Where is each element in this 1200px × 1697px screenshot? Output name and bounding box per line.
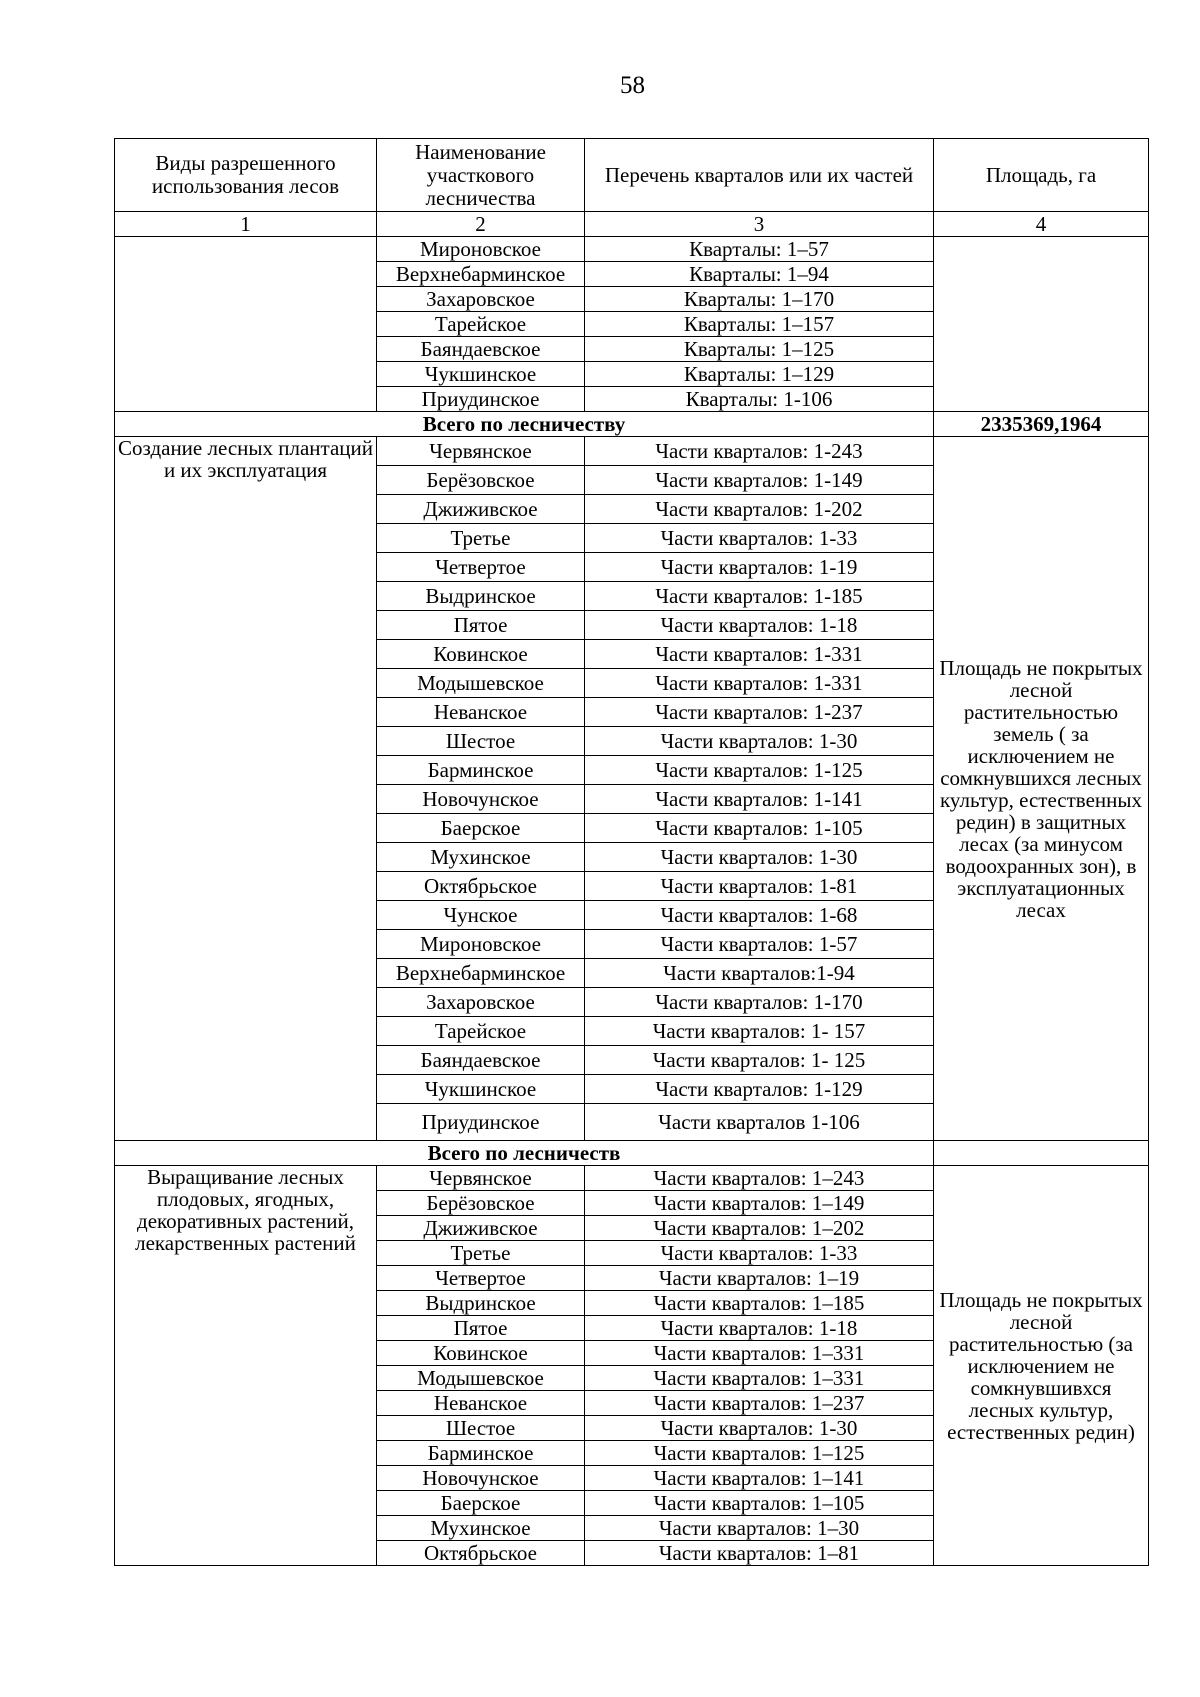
forestry-name: Мухинское	[377, 1516, 585, 1541]
forestry-name: Ковинское	[377, 1341, 585, 1366]
quarters-list: Части кварталов: 1-141	[585, 785, 934, 814]
forest-use-table	[114, 138, 1149, 1566]
quarters-list: Части кварталов: 1-170	[585, 988, 934, 1017]
forestry-name: Баерское	[377, 1491, 585, 1516]
forestry-name: Тарейское	[377, 312, 585, 337]
table-row	[115, 437, 1149, 466]
header-forestry-name: Наименование участкового лесничества	[377, 139, 585, 212]
column-number: 1	[115, 212, 377, 237]
column-number: 2	[377, 212, 585, 237]
quarters-list: Части кварталов: 1-19	[585, 553, 934, 582]
table-header-row	[115, 139, 1149, 212]
forestry-name: Баерское	[377, 814, 585, 843]
forestry-name: Верхнебарминское	[377, 262, 585, 287]
quarters-list: Кварталы: 1–129	[585, 362, 934, 387]
quarters-list: Части кварталов: 1–202	[585, 1216, 934, 1241]
forestry-name: Барминское	[377, 1441, 585, 1466]
forestry-name: Приудинское	[377, 1104, 585, 1141]
quarters-list: Части кварталов: 1-30	[585, 1416, 934, 1441]
header-area: Площадь, га	[934, 139, 1149, 212]
header-quarters: Перечень кварталов или их частей	[585, 139, 934, 212]
forestry-name: Модышевское	[377, 669, 585, 698]
quarters-list: Части кварталов: 1-18	[585, 1316, 934, 1341]
forestry-name: Ковинское	[377, 640, 585, 669]
column-number-row	[115, 212, 1149, 237]
forestry-name: Новочунское	[377, 1466, 585, 1491]
forestry-name: Пятое	[377, 1316, 585, 1341]
forestry-name: Джиживское	[377, 1216, 585, 1241]
forestry-name: Баяндаевское	[377, 337, 585, 362]
quarters-list: Кварталы: 1–170	[585, 287, 934, 312]
forestry-name: Верхнебарминское	[377, 959, 585, 988]
quarters-list: Части кварталов: 1-30	[585, 843, 934, 872]
quarters-list: Части кварталов: 1–185	[585, 1291, 934, 1316]
quarters-list: Кварталы: 1–157	[585, 312, 934, 337]
quarters-list: Части кварталов: 1-125	[585, 756, 934, 785]
subtotal-value: 2335369,1964	[934, 412, 1149, 437]
quarters-list: Части кварталов 1-106	[585, 1104, 934, 1141]
forestry-name: Тарейское	[377, 1017, 585, 1046]
forestry-name: Шестое	[377, 1416, 585, 1441]
forestry-name: Захаровское	[377, 287, 585, 312]
quarters-list: Части кварталов: 1-105	[585, 814, 934, 843]
quarters-list: Части кварталов: 1–19	[585, 1266, 934, 1291]
quarters-list: Части кварталов: 1-57	[585, 930, 934, 959]
forestry-name: Четвертое	[377, 1266, 585, 1291]
forestry-name: Выдринское	[377, 1291, 585, 1316]
quarters-list: Кварталы: 1–94	[585, 262, 934, 287]
area-cell: Площадь не покрытых лесной растительностью (за исключением не сомкнувшивхся лесных культур, естественных редин)	[934, 1166, 1149, 1566]
forestry-name: Третье	[377, 1241, 585, 1266]
quarters-list: Части кварталов: 1-237	[585, 698, 934, 727]
column-number: 4	[934, 212, 1149, 237]
quarters-list: Части кварталов: 1–243	[585, 1166, 934, 1191]
subtotal-row	[115, 1141, 1149, 1166]
header-use-type: Виды разрешенного использования лесов	[115, 139, 377, 212]
forestry-name: Приудинское	[377, 387, 585, 412]
forestry-name: Червянское	[377, 437, 585, 466]
forestry-name: Чунское	[377, 901, 585, 930]
forestry-name: Червянское	[377, 1166, 585, 1191]
forestry-name: Выдринское	[377, 582, 585, 611]
quarters-list: Части кварталов: 1–331	[585, 1341, 934, 1366]
quarters-list: Части кварталов: 1–237	[585, 1391, 934, 1416]
subtotal-row	[115, 412, 1149, 437]
quarters-list: Части кварталов: 1–141	[585, 1466, 934, 1491]
forestry-name: Захаровское	[377, 988, 585, 1017]
quarters-list: Части кварталов:1-94	[585, 959, 934, 988]
quarters-list: Части кварталов: 1- 157	[585, 1017, 934, 1046]
forestry-name: Джиживское	[377, 495, 585, 524]
table-row	[115, 237, 1149, 262]
quarters-list: Части кварталов: 1-30	[585, 727, 934, 756]
area-cell	[934, 237, 1149, 412]
quarters-list: Части кварталов: 1-202	[585, 495, 934, 524]
forestry-name: Третье	[377, 524, 585, 553]
forestry-name: Октябрьское	[377, 872, 585, 901]
use-type-cell	[115, 237, 377, 412]
forestry-name: Шестое	[377, 727, 585, 756]
quarters-list: Части кварталов: 1–81	[585, 1541, 934, 1566]
forestry-name: Мухинское	[377, 843, 585, 872]
forestry-name: Чукшинское	[377, 362, 585, 387]
forestry-name: Чукшинское	[377, 1075, 585, 1104]
use-type-cell: Создание лесных плантаций и их эксплуатация	[115, 437, 377, 1141]
quarters-list: Части кварталов: 1–125	[585, 1441, 934, 1466]
forestry-name: Пятое	[377, 611, 585, 640]
page-number: 58	[620, 72, 645, 99]
forestry-name: Модышевское	[377, 1366, 585, 1391]
quarters-list: Части кварталов: 1–331	[585, 1366, 934, 1391]
quarters-list: Части кварталов: 1-331	[585, 669, 934, 698]
subtotal-label: Всего по лесничеств	[115, 1141, 934, 1166]
quarters-list: Части кварталов: 1-33	[585, 524, 934, 553]
forestry-name: Неванское	[377, 1391, 585, 1416]
forestry-name: Мироновское	[377, 930, 585, 959]
forestry-name: Четвертое	[377, 553, 585, 582]
forestry-name: Октябрьское	[377, 1541, 585, 1566]
quarters-list: Части кварталов: 1–149	[585, 1191, 934, 1216]
forestry-name: Баяндаевское	[377, 1046, 585, 1075]
quarters-list: Части кварталов: 1-185	[585, 582, 934, 611]
subtotal-value	[934, 1141, 1149, 1166]
quarters-list: Части кварталов: 1-149	[585, 466, 934, 495]
quarters-list: Части кварталов: 1-331	[585, 640, 934, 669]
forestry-name: Неванское	[377, 698, 585, 727]
quarters-list: Части кварталов: 1–30	[585, 1516, 934, 1541]
quarters-list: Части кварталов: 1-81	[585, 872, 934, 901]
quarters-list: Части кварталов: 1-68	[585, 901, 934, 930]
forestry-name: Новочунское	[377, 785, 585, 814]
forestry-name: Барминское	[377, 756, 585, 785]
quarters-list: Части кварталов: 1-129	[585, 1075, 934, 1104]
subtotal-label: Всего по лесничеству	[115, 412, 934, 437]
area-cell: Площадь не покрытых лесной растительностью земель ( за исключением не сомкнувшихся лесных культур, естественных редин) в защитных лесах (за минусом водоохранных зон), в эксплуатационных лесах	[934, 437, 1149, 1141]
quarters-list: Части кварталов: 1- 125	[585, 1046, 934, 1075]
quarters-list: Части кварталов: 1-243	[585, 437, 934, 466]
quarters-list: Части кварталов: 1–105	[585, 1491, 934, 1516]
column-number: 3	[585, 212, 934, 237]
quarters-list: Кварталы: 1–57	[585, 237, 934, 262]
quarters-list: Кварталы: 1-106	[585, 387, 934, 412]
table-row	[115, 1166, 1149, 1191]
forestry-name: Мироновское	[377, 237, 585, 262]
quarters-list: Кварталы: 1–125	[585, 337, 934, 362]
quarters-list: Части кварталов: 1-33	[585, 1241, 934, 1266]
quarters-list: Части кварталов: 1-18	[585, 611, 934, 640]
forestry-name: Берёзовское	[377, 1191, 585, 1216]
use-type-cell: Выращивание лесных плодовых, ягодных, декоративных растений, лекарственных растений	[115, 1166, 377, 1566]
forestry-name: Берёзовское	[377, 466, 585, 495]
